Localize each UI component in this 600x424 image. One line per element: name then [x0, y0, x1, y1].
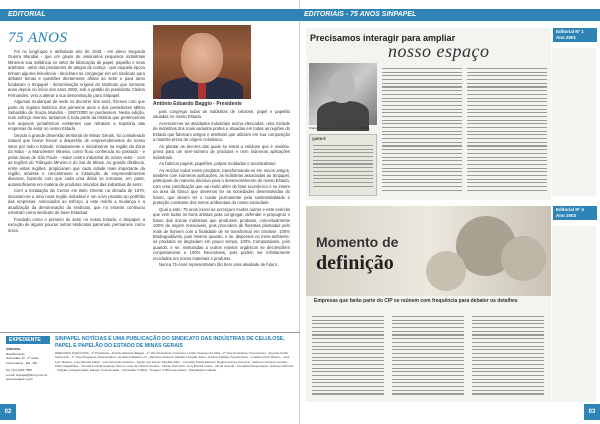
text-lines: [313, 145, 373, 189]
clipping-title-big: nosso espaço: [388, 41, 490, 61]
margin-panel: [552, 226, 596, 402]
clipping-title-big: definição: [316, 252, 394, 274]
contact-line: SINPAPEL: [6, 347, 21, 351]
contact-line: Funcionários - BH - MG: [6, 360, 38, 365]
tag-line: Editorial Nº 4: [556, 207, 584, 212]
article-column-1: [8, 49, 145, 361]
expediente-headline: SINPAPEL NOTÍCIAS É UMA PUBLICAÇÃO DO SINDICATO DAS INDÚSTRIAS DE CELULOSE, PAPEL E PAPELÃO DO ESTADO DE MINAS GERAIS: [55, 336, 285, 349]
editorial-tag-4: [553, 206, 597, 220]
section-header: EDITORIAL: [0, 9, 300, 21]
paragraph: pais congrega todas as indústrias de celulose, papel e papelão situadas no nosso Estado.: [153, 109, 290, 120]
president-photo: [153, 25, 251, 99]
paragraph: Ao fabricar papéis, papelões, polpas moldadas e acusticafaturi.: [159, 161, 277, 167]
tag-line: Ano 2003: [556, 213, 577, 218]
clipping-editorial-1: [306, 28, 551, 200]
paragraph: Devido à grande dimensão territorial de Minas Gerais, foi considerado natural que houve houve a dispersão de empreendimentos do nosso setor por todo o Estado, notadamente e inicialmente na região da Zona da Mata - a Manchester Mineira, como ficou conhecida no passado - e pelas áreas de São Paulo - maior centro industrial do nosso setor - com as regiões do Triângulo Mineiro e do Sul de Minas. Ao grande distância, entre estas regiões, propiciaram que cada cidade mais importante da região, atraísse e concentrasse a instalação de empreendimentos diversos, fazendo com que cada uma delas se tornasse, em parte, autossuficiente em matéria de produtos oriundos das indústrias do setor.: [8, 132, 145, 187]
section-header: EDITORIAIS - 75 ANOS SINPAPEL: [300, 9, 600, 21]
contact-line: www.sinpapel.org.br: [6, 377, 34, 381]
clipping-title: Momento de: [316, 234, 399, 250]
paragraph: Nunca 75 Anos representaram tão bem uma atividade de futuro.: [159, 262, 279, 268]
contact-line: Guimarães 16 - 1º andar: [6, 356, 39, 360]
text-lines: [382, 68, 462, 193]
paragraph: Qual a este: 75 anos iniciei as acresçam muitos outros e este exército que vem todos os bons artistas para congregar, defender e propugnar o futuro das únicas indústrias que produzem produtos, conceitualmente 100% de origem renováveis, pois procedem de florestas plantadas pelo mais de homem com a finalidade de se transformar em celulose, 100% Biodegradáveis, pois mesmo quando, e se, dispersos no meio-ambiente, os produtos se degradam em pouco tempo, 100% Compostáveis, pois quando, e se, misturadas a outros rejeitos orgânicos se decompõem conjuntamente e 100% Recicláveis, pois podem ser infinitamente reciclados em novos materiais e produtos.: [153, 206, 290, 261]
paragraph: Ao reciclar todos estes produtos, transformando-os em novos artigos, também com inúmeras aplicações, as indústrias associadas ao Sinpapel, participam de maneira decisiva para o desenvolvimento do nosso Estado, com uma contribuição que vai muito além de fator econômico e se insere na área da tônica que devemos ter as sociedades desenvolvidas do futuro, que devem ter o cuidar permanente pela sustentabilidade e proteção constante dos meios ambientais do nosso sociedade.: [153, 167, 290, 206]
hero-image: [306, 206, 551, 296]
paragraph: Foi no longínquo e atribulado ano de 1943 - em pleno Segunda Guerra Mundial - que um grupo de visionários pequenos industriais Mineiros sua militância no setor de fabricação de papel, papelão e seus artefatos - além dos produtores de artigos de cortiça - que naquela época tinham alguma relevância - decidiram se congregar em um sindicato para debater temas e questões diretamente afetas ao setor e para tanto fundaram o Sinpapel - denominação original do sindicato que somente anos depois no início dos anos 2000, sob a gestão do presidente Cleiton Fernandes, veio a alterar a sua denominação para Sinpapel.: [8, 49, 145, 98]
page-number: 03: [584, 404, 600, 420]
expediente-contact: [6, 347, 48, 382]
expediente-label: EXPEDIENTE: [6, 336, 50, 344]
clipping-editorial-4: [306, 206, 551, 402]
page-title: 75 ANOS: [8, 30, 68, 46]
contact-line: Tel. (31) 3261 7853: [6, 368, 32, 372]
expediente-body: DIRETORIA EXECUTIVA - 1º Presidente - Antônio Eduardo Baggio - 1º Vice-Presidente: Francisco Lordão Vasques da Silva - 2º Vice-Presidente: Fred Gomes - Augusto Farah Ivancovich - 1º Vice-Presidente Administrativo: Geraldo Filadelfo Luiz - Diretores: Roberto Salvador Rosado Faria - Antônio Fabiano Sossai Dutra - Cristiano Pinto Ribeiro - José Luiz Tavares - Lucy Bonafé Fakini - Luiz Fernando Godinho - Sérgio Vaz Ferraz Cândido Filho - Conselho Fiscal Efetivos: Regina Gomes Fonseca - Jefferson Farnezo Goebel - Paulo Magalhães - Conselho Fiscal Suplente: Bruno Lucas de Oliveira Arantes - Diretor Executivo: Lucy Bonafé Fakini - Vilmar Grande - Jornalista Responsável: Jefferson Parreira - Criação e Diagramação: Espaço Comunicação - Impressão: Gráfica - Tiragem: 2.000 exemplares - Distribuição Gratuita.: [55, 351, 294, 373]
clipping-title: Precisamos interagir para ampliar: [310, 33, 456, 43]
tag-line: Editorial Nº 1: [556, 29, 584, 34]
paragraph: Ao plantar as árvores das quais se extrai a celulose que é matéria-prima para um sem-número de produtos e nem inúmeras aplicações industriais.: [153, 143, 290, 160]
contact-line: e-mail: sinpapel@fiemg.com.br: [6, 372, 48, 377]
margin-panel: [552, 48, 596, 196]
contact-line: Rua Bernardo: [6, 351, 25, 356]
clipping-sidebar: [309, 134, 377, 196]
photo-caption: Antônio Eduardo Baggio - Presidente: [153, 101, 242, 107]
paragraph: Com a instalação da Centro em Belo Oriente na década de 1970, iniciaram-se a uma nova região industrial e um novo produto ao portfólio das empresas. Associados ao esforço, a este mérito a mudança e a atualização da denominação do sindicato, que no entanto continuou existindo como sindicato de base Estadual.: [8, 188, 145, 216]
paragraph: Algumas mudanças de sede no decorrer dos anos, fizeram com que parte do registro histórico dos primeiros anos e dos presidentes Milton Sebastião de Souza Mundim - 1997/2000 se perdessem. Nesta edição, num esforço imenso, tentamos à toda parte da história que pertencemos nos arquivos jornalísticos existentes que retratam a trajetória das empresas do setor no nosso Estado.: [8, 99, 145, 132]
clipping-caption: Cleiton Fernandes - Presidente do SINPAPEL: [309, 126, 370, 130]
text-lines: [312, 316, 384, 397]
text-lines: [472, 316, 544, 397]
expediente-box: [0, 332, 300, 405]
page-number: 02: [0, 404, 16, 420]
text-lines: [467, 68, 547, 193]
portrait-image: [309, 63, 377, 125]
paragraph: Fundado como o primeiro do setor no nosso Estado, o Sinpapel, a exceção de alguns poucos outros sindicatos patronais, permanece como único: [8, 216, 145, 233]
sidebar-label: QUEM É: [312, 137, 326, 141]
text-lines: [392, 316, 464, 397]
clipping-subtitle: Empresas que farão parte do CIP se reúnem com frequência para debater os detalhes: [314, 298, 518, 304]
right-page: [300, 0, 600, 424]
editorial-tag-1: [553, 28, 597, 42]
paragraph: Acrescem-se as atividades industriais acima elencadas, uma miríade de indústrias dos mais variados portes e situadas em todas as regiões do Estado que fabricam artigos e artefatos que utilizam em sua composição a matéria-prima de origem celulósica.: [153, 120, 290, 143]
tag-line: Ano 2001: [556, 35, 577, 40]
